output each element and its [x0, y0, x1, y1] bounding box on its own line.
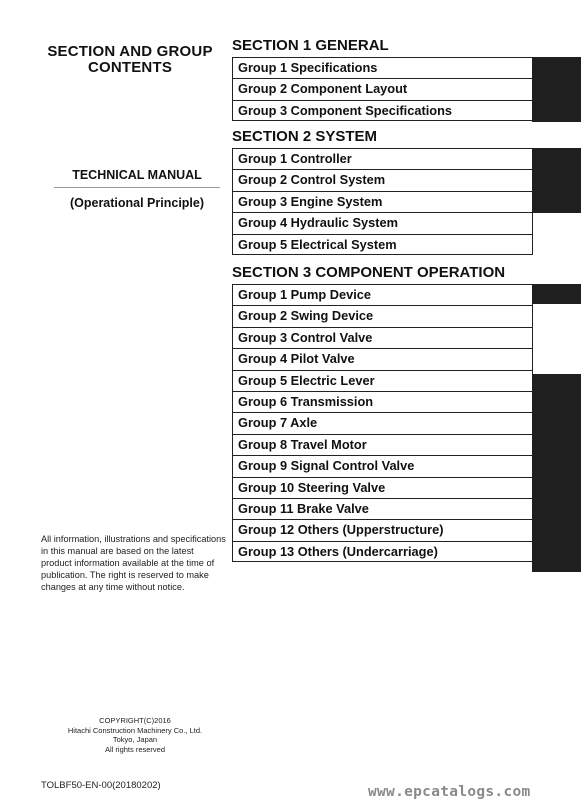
toc-entry[interactable]: Group 5 Electrical System [233, 234, 533, 255]
section-1-heading: SECTION 1 GENERAL [232, 37, 389, 54]
page-title-line2: CONTENTS [87, 59, 173, 76]
toc-entry[interactable]: Group 2 Component Layout [233, 78, 533, 99]
section-3-tab-top [532, 284, 581, 304]
document-number: TOLBF50-EN-00(20180202) [41, 780, 161, 791]
manual-type: TECHNICAL MANUAL [54, 168, 220, 188]
disclaimer-text: All information, illustrations and specifications in this manual are based on the latest product information available at the time of publication. The right is reserved to make changes at any time without notice. [41, 534, 226, 592]
copyright-line: All rights reserved [104, 744, 166, 754]
toc-entry[interactable]: Group 5 Electric Lever [233, 370, 533, 391]
toc-entry[interactable]: Group 8 Travel Motor [233, 434, 533, 455]
toc-entry[interactable]: Group 1 Pump Device [233, 284, 533, 305]
section-2-group-list [232, 148, 533, 255]
toc-entry[interactable]: Group 6 Transmission [233, 391, 533, 412]
section-1-tab [532, 57, 581, 122]
copyright-block [55, 716, 215, 754]
toc-entry[interactable]: Group 7 Axle [233, 412, 533, 433]
copyright-line: COPYRIGHT(C)2016 [99, 716, 171, 725]
toc-entry[interactable]: Group 1 Controller [233, 148, 533, 169]
toc-entry[interactable]: Group 4 Hydraulic System [233, 212, 533, 233]
section-3-tab-bottom [532, 374, 581, 572]
toc-entry[interactable]: Group 1 Specifications [233, 57, 533, 78]
toc-entry[interactable]: Group 9 Signal Control Valve [233, 455, 533, 476]
page-title-line1: SECTION AND GROUP [47, 43, 213, 60]
copyright-line: Hitachi Construction Machinery Co., Ltd. [67, 725, 203, 735]
toc-entry[interactable]: Group 12 Others (Upperstructure) [233, 519, 533, 540]
toc-entry[interactable]: Group 10 Steering Valve [233, 477, 533, 498]
toc-entry[interactable]: Group 2 Swing Device [233, 305, 533, 326]
section-2-tab [532, 148, 581, 213]
manual-subtype: (Operational Principle) [69, 196, 205, 210]
copyright-line: Tokyo, Japan [112, 735, 158, 744]
toc-entry[interactable]: Group 4 Pilot Valve [233, 348, 533, 369]
section-3-group-list [232, 284, 533, 562]
section-2-heading: SECTION 2 SYSTEM [232, 128, 378, 145]
toc-entry[interactable]: Group 13 Others (Undercarriage) [233, 541, 533, 562]
toc-entry[interactable]: Group 2 Control System [233, 169, 533, 190]
toc-entry[interactable]: Group 3 Component Specifications [233, 100, 533, 121]
toc-entry[interactable]: Group 3 Control Valve [233, 327, 533, 348]
watermark: www.epcatalogs.com [368, 784, 531, 800]
toc-entry[interactable]: Group 3 Engine System [233, 191, 533, 212]
toc-entry[interactable]: Group 11 Brake Valve [233, 498, 533, 519]
section-3-heading: SECTION 3 COMPONENT OPERATION [232, 264, 506, 281]
section-1-group-list [232, 57, 533, 121]
page-title [40, 44, 220, 76]
